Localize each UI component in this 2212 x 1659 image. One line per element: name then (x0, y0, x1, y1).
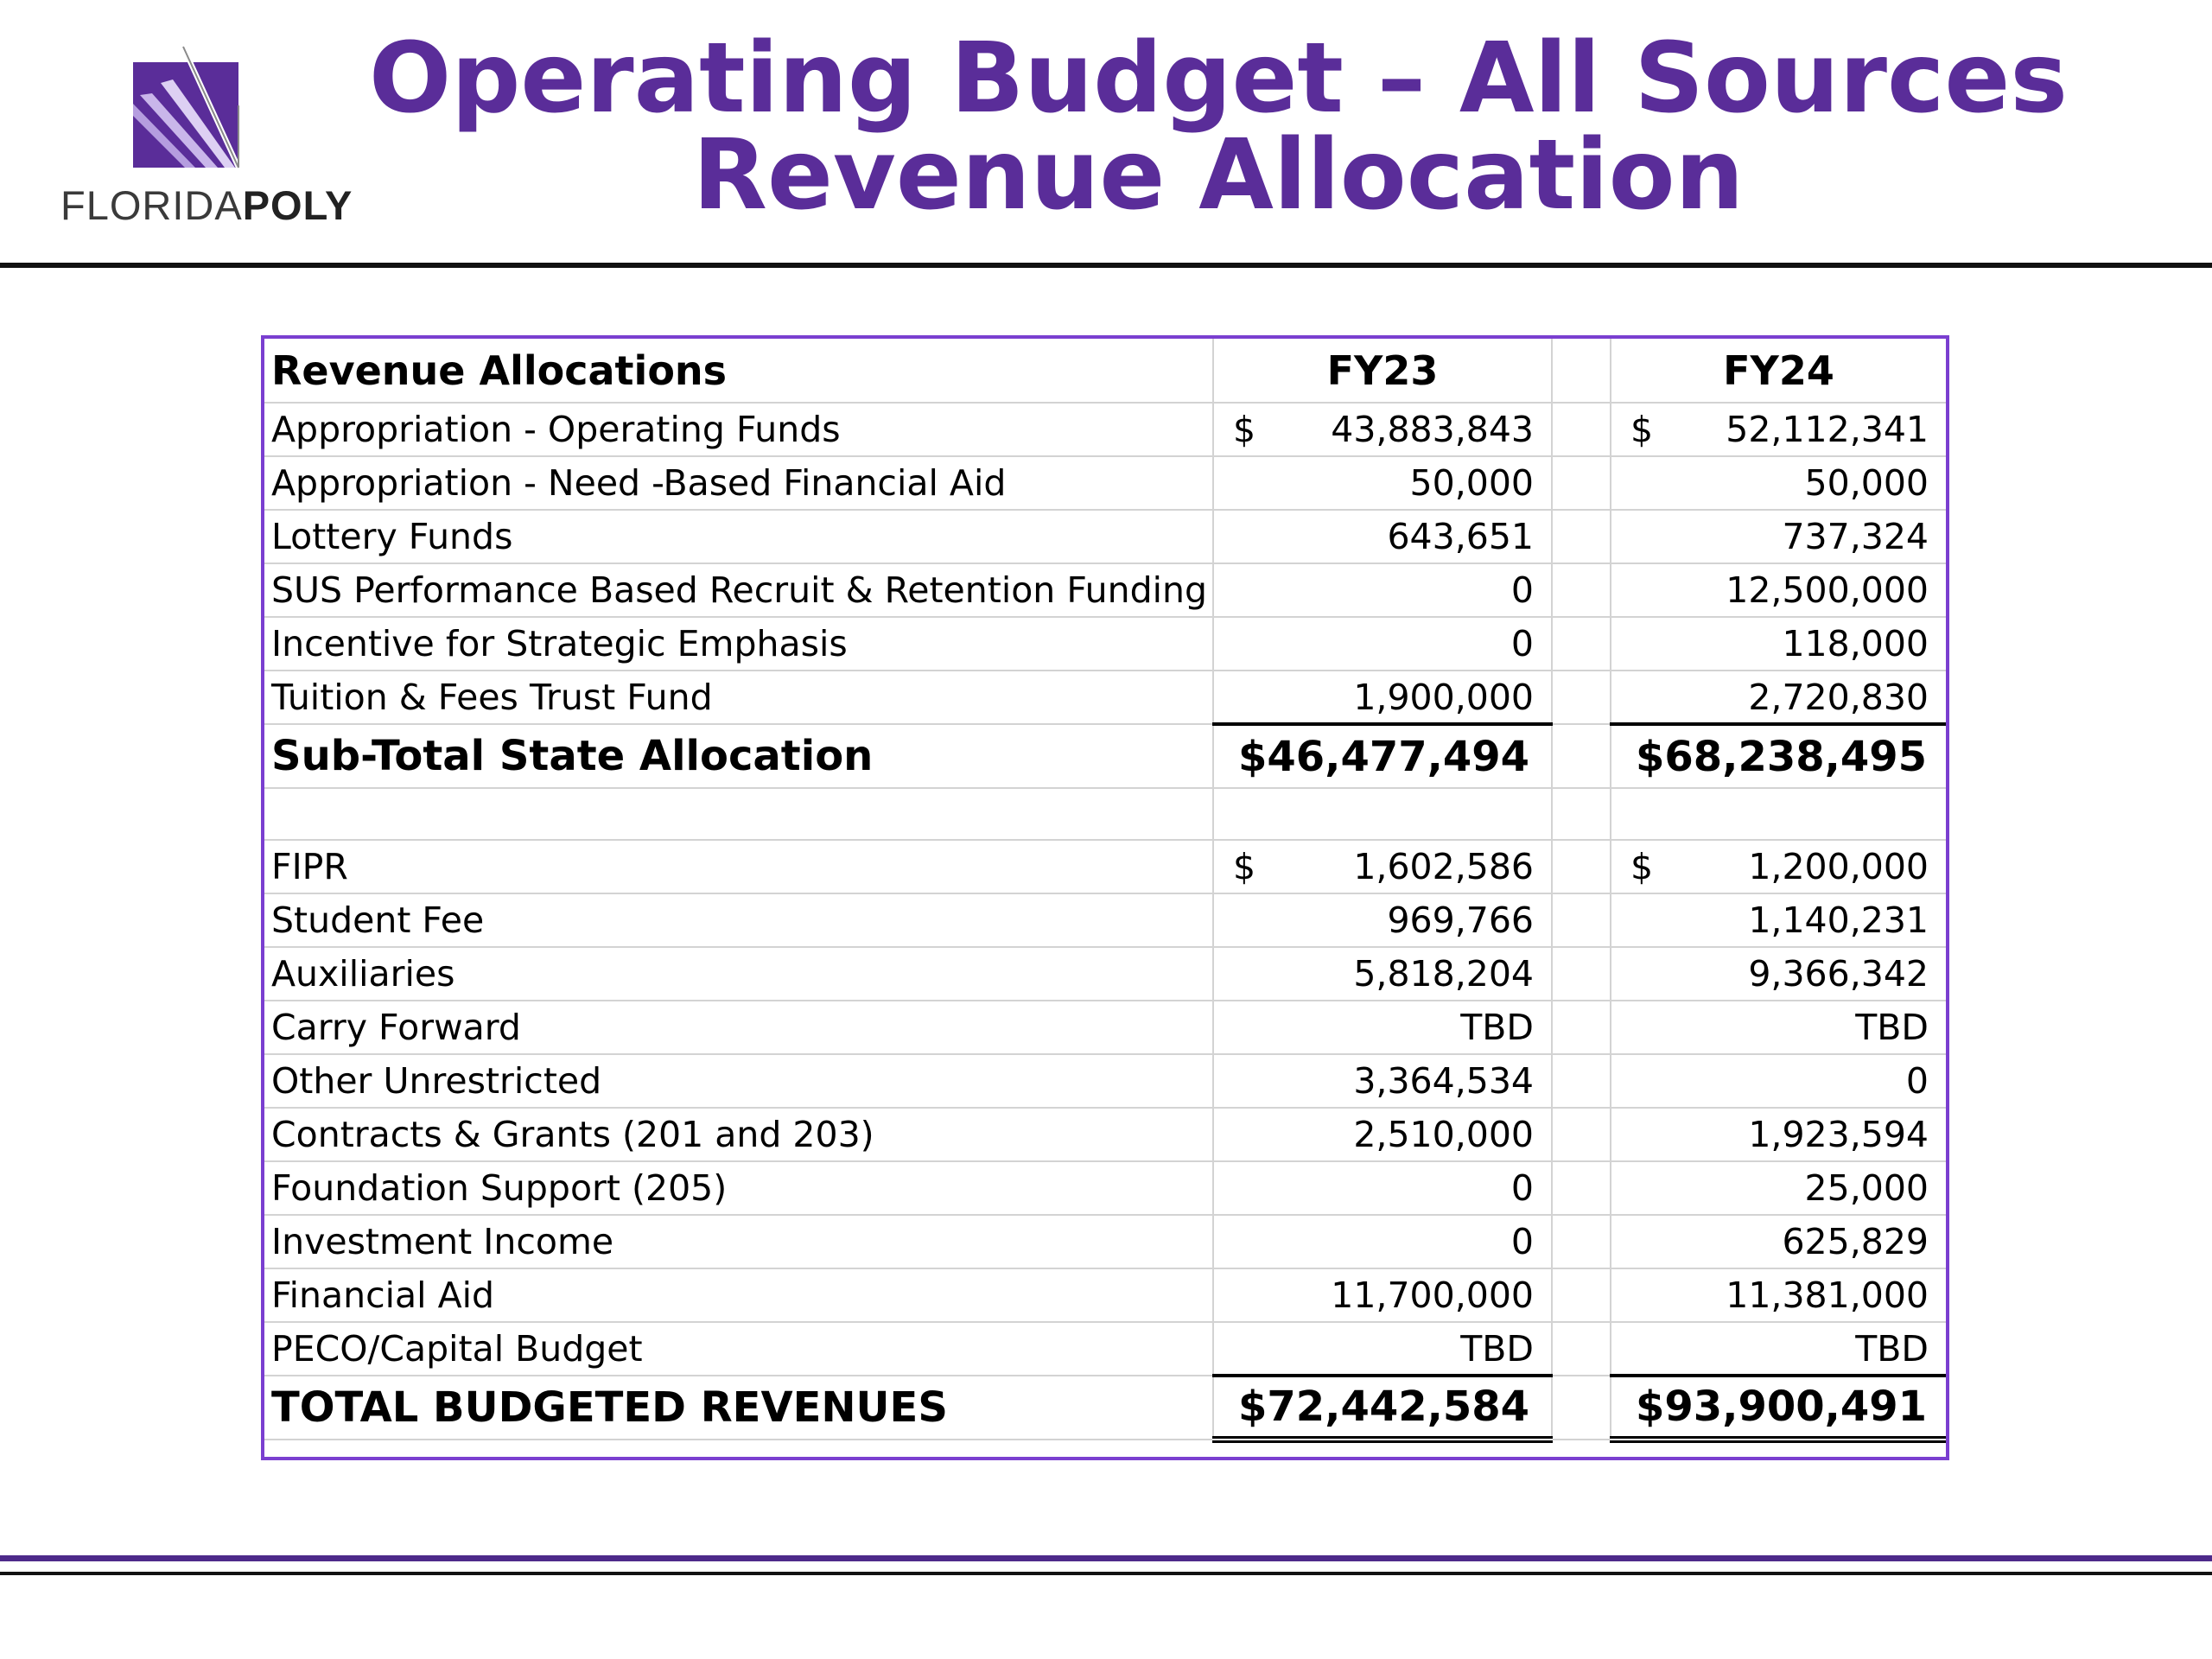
amount: 1,900,000 (1353, 676, 1534, 718)
header-fy23: FY23 (1213, 339, 1552, 403)
header-label: Revenue Allocations (264, 339, 1213, 403)
column-gap (1552, 563, 1611, 617)
value-cell (1214, 1274, 1551, 1316)
table-row (264, 456, 1946, 510)
amount: 68,238,495 (1664, 732, 1928, 781)
amount: 737,324 (1782, 516, 1929, 557)
value-cell (1611, 516, 1946, 557)
value-cell (1611, 462, 1946, 504)
value-cell (1611, 899, 1946, 941)
value-cell (1214, 846, 1551, 887)
column-gap (1552, 510, 1611, 563)
column-gap (1552, 1268, 1611, 1322)
value-cell (1214, 953, 1551, 995)
amount: 9,366,342 (1748, 953, 1929, 995)
row-label: Auxiliaries (264, 947, 1213, 1001)
amount: 0 (1510, 569, 1534, 611)
row-label: Sub-Total State Allocation (264, 724, 1213, 788)
column-gap (1552, 1215, 1611, 1268)
column-gap (1552, 456, 1611, 510)
amount: 52,112,341 (1726, 409, 1929, 450)
value-cell (1214, 1114, 1551, 1155)
empty-cell (264, 788, 1213, 840)
value-cell (1214, 1328, 1551, 1370)
row-label: Investment Income (264, 1215, 1213, 1268)
amount: 1,923,594 (1748, 1114, 1929, 1155)
amount: 46,477,494 (1267, 732, 1530, 781)
amount: 50,000 (1409, 462, 1534, 504)
value-cell (1214, 1221, 1551, 1262)
footer-divider-purple (0, 1555, 2212, 1561)
amount: 118,000 (1782, 623, 1929, 664)
table-row (264, 1108, 1946, 1161)
amount: 625,829 (1782, 1221, 1929, 1262)
amount: TBD (1460, 1327, 1534, 1370)
value-cell (1611, 1274, 1946, 1316)
amount: 969,766 (1387, 899, 1534, 941)
value-cell (1611, 623, 1946, 664)
column-gap (1552, 671, 1611, 724)
column-gap (1552, 1054, 1611, 1108)
column-gap (1552, 1322, 1611, 1376)
currency-symbol: $ (1630, 846, 1654, 887)
table-row (264, 403, 1946, 456)
row-label: PECO/Capital Budget (264, 1322, 1213, 1376)
column-gap (1552, 840, 1611, 893)
value-cell (1611, 1328, 1946, 1370)
amount: 1,200,000 (1748, 846, 1929, 887)
amount: TBD (1460, 1007, 1534, 1048)
amount: 0 (1510, 1221, 1534, 1262)
row-label: Financial Aid (264, 1268, 1213, 1322)
table-row (264, 840, 1946, 893)
row-label: Contracts & Grants (201 and 203) (264, 1108, 1213, 1161)
value-cell (1611, 1007, 1946, 1048)
column-gap (1552, 339, 1611, 403)
value-cell (1611, 677, 1946, 718)
page-title (346, 22, 2091, 232)
amount: 5,818,204 (1353, 953, 1534, 995)
currency-symbol: $ (1233, 846, 1256, 887)
value-cell (1214, 1007, 1551, 1048)
value-cell (1611, 1382, 1946, 1431)
spacer-row (264, 788, 1946, 840)
amount: 1,602,586 (1353, 846, 1534, 887)
amount: 43,883,843 (1331, 409, 1534, 450)
column-gap (1552, 724, 1611, 788)
revenue-table-frame (261, 335, 1949, 1460)
value-cell (1611, 846, 1946, 887)
row-label: FIPR (264, 840, 1213, 893)
value-cell (1214, 1060, 1551, 1102)
value-cell (1214, 899, 1551, 941)
table-row (264, 617, 1946, 671)
value-cell (1214, 1382, 1551, 1431)
logo-prefix: FLORIDA (60, 182, 243, 228)
row-label: Incentive for Strategic Emphasis (264, 617, 1213, 671)
amount: TBD (1855, 1007, 1929, 1048)
amount: 11,381,000 (1726, 1274, 1929, 1316)
column-gap (1552, 1376, 1611, 1440)
value-cell (1214, 623, 1551, 664)
amount: 0 (1510, 623, 1534, 664)
amount: 50,000 (1804, 462, 1929, 504)
row-label: Appropriation - Operating Funds (264, 403, 1213, 456)
value-cell (1611, 409, 1946, 450)
amount: 643,651 (1387, 516, 1534, 557)
total-row (264, 1376, 1946, 1440)
value-cell (1611, 1221, 1946, 1262)
value-cell (1214, 409, 1551, 450)
column-gap (1552, 403, 1611, 456)
footer-divider-black (0, 1572, 2212, 1575)
empty-cell (1552, 788, 1611, 840)
table-row (264, 1161, 1946, 1215)
row-label: Carry Forward (264, 1001, 1213, 1054)
currency-symbol: $ (1636, 1382, 1665, 1431)
logo-mark-icon (131, 43, 261, 173)
amount: 25,000 (1804, 1167, 1929, 1209)
header-fy24: FY24 (1611, 339, 1946, 403)
value-cell (1214, 733, 1551, 781)
amount: 1,140,231 (1748, 899, 1929, 941)
row-label: Tuition & Fees Trust Fund (264, 671, 1213, 724)
table-body (264, 339, 1946, 1440)
amount: 2,510,000 (1353, 1114, 1534, 1155)
value-cell (1214, 1167, 1551, 1209)
table-row (264, 1054, 1946, 1108)
value-cell (1611, 733, 1946, 781)
column-gap (1552, 1108, 1611, 1161)
row-label: Other Unrestricted (264, 1054, 1213, 1108)
column-gap (1552, 1161, 1611, 1215)
table-row (264, 1001, 1946, 1054)
column-gap (1552, 617, 1611, 671)
amount: 3,364,534 (1353, 1060, 1534, 1102)
header-divider (0, 263, 2212, 268)
value-cell (1214, 462, 1551, 504)
logo-wordmark (60, 181, 353, 229)
value-cell (1214, 516, 1551, 557)
value-cell (1611, 953, 1946, 995)
amount: 0 (1905, 1060, 1929, 1102)
column-gap (1552, 1001, 1611, 1054)
title-line-2: Revenue Allocation (692, 119, 1745, 232)
table-row (264, 1322, 1946, 1376)
empty-cell (1213, 788, 1552, 840)
table-row (264, 893, 1946, 947)
currency-symbol: $ (1238, 1382, 1268, 1431)
amount: 2,720,830 (1748, 676, 1929, 718)
currency-symbol: $ (1238, 732, 1268, 781)
table-row (264, 1215, 1946, 1268)
row-label: Student Fee (264, 893, 1213, 947)
column-gap (1552, 893, 1611, 947)
title-line-1: Operating Budget – All Sources (369, 22, 2068, 135)
table-row (264, 510, 1946, 563)
table-row (264, 947, 1946, 1001)
table-row (264, 563, 1946, 617)
value-cell (1214, 569, 1551, 611)
table-row (264, 1268, 1946, 1322)
amount: 12,500,000 (1726, 569, 1929, 611)
value-cell (1611, 569, 1946, 611)
row-label: SUS Performance Based Recruit & Retention Funding (264, 563, 1213, 617)
currency-symbol: $ (1630, 409, 1654, 450)
amount: 0 (1510, 1167, 1534, 1209)
revenue-allocation-table (264, 339, 1946, 1443)
amount: 11,700,000 (1331, 1274, 1534, 1316)
row-label: TOTAL BUDGETED REVENUES (264, 1376, 1213, 1440)
row-label: Foundation Support (205) (264, 1161, 1213, 1215)
column-gap (1552, 947, 1611, 1001)
value-cell (1611, 1060, 1946, 1102)
value-cell (1611, 1114, 1946, 1155)
currency-symbol: $ (1233, 409, 1256, 450)
table-row (264, 671, 1946, 724)
amount: 72,442,584 (1267, 1382, 1530, 1431)
currency-symbol: $ (1636, 732, 1665, 781)
amount: TBD (1855, 1327, 1929, 1370)
row-label: Appropriation - Need -Based Financial Aid (264, 456, 1213, 510)
value-cell (1214, 677, 1551, 718)
empty-cell (1611, 788, 1946, 840)
florida-poly-logo (52, 43, 353, 233)
subtotal-row (264, 724, 1946, 788)
table-header-row (264, 339, 1946, 403)
value-cell (1611, 1167, 1946, 1209)
row-label: Lottery Funds (264, 510, 1213, 563)
logo-suffix: POLY (242, 182, 353, 228)
amount: 93,900,491 (1664, 1382, 1928, 1431)
